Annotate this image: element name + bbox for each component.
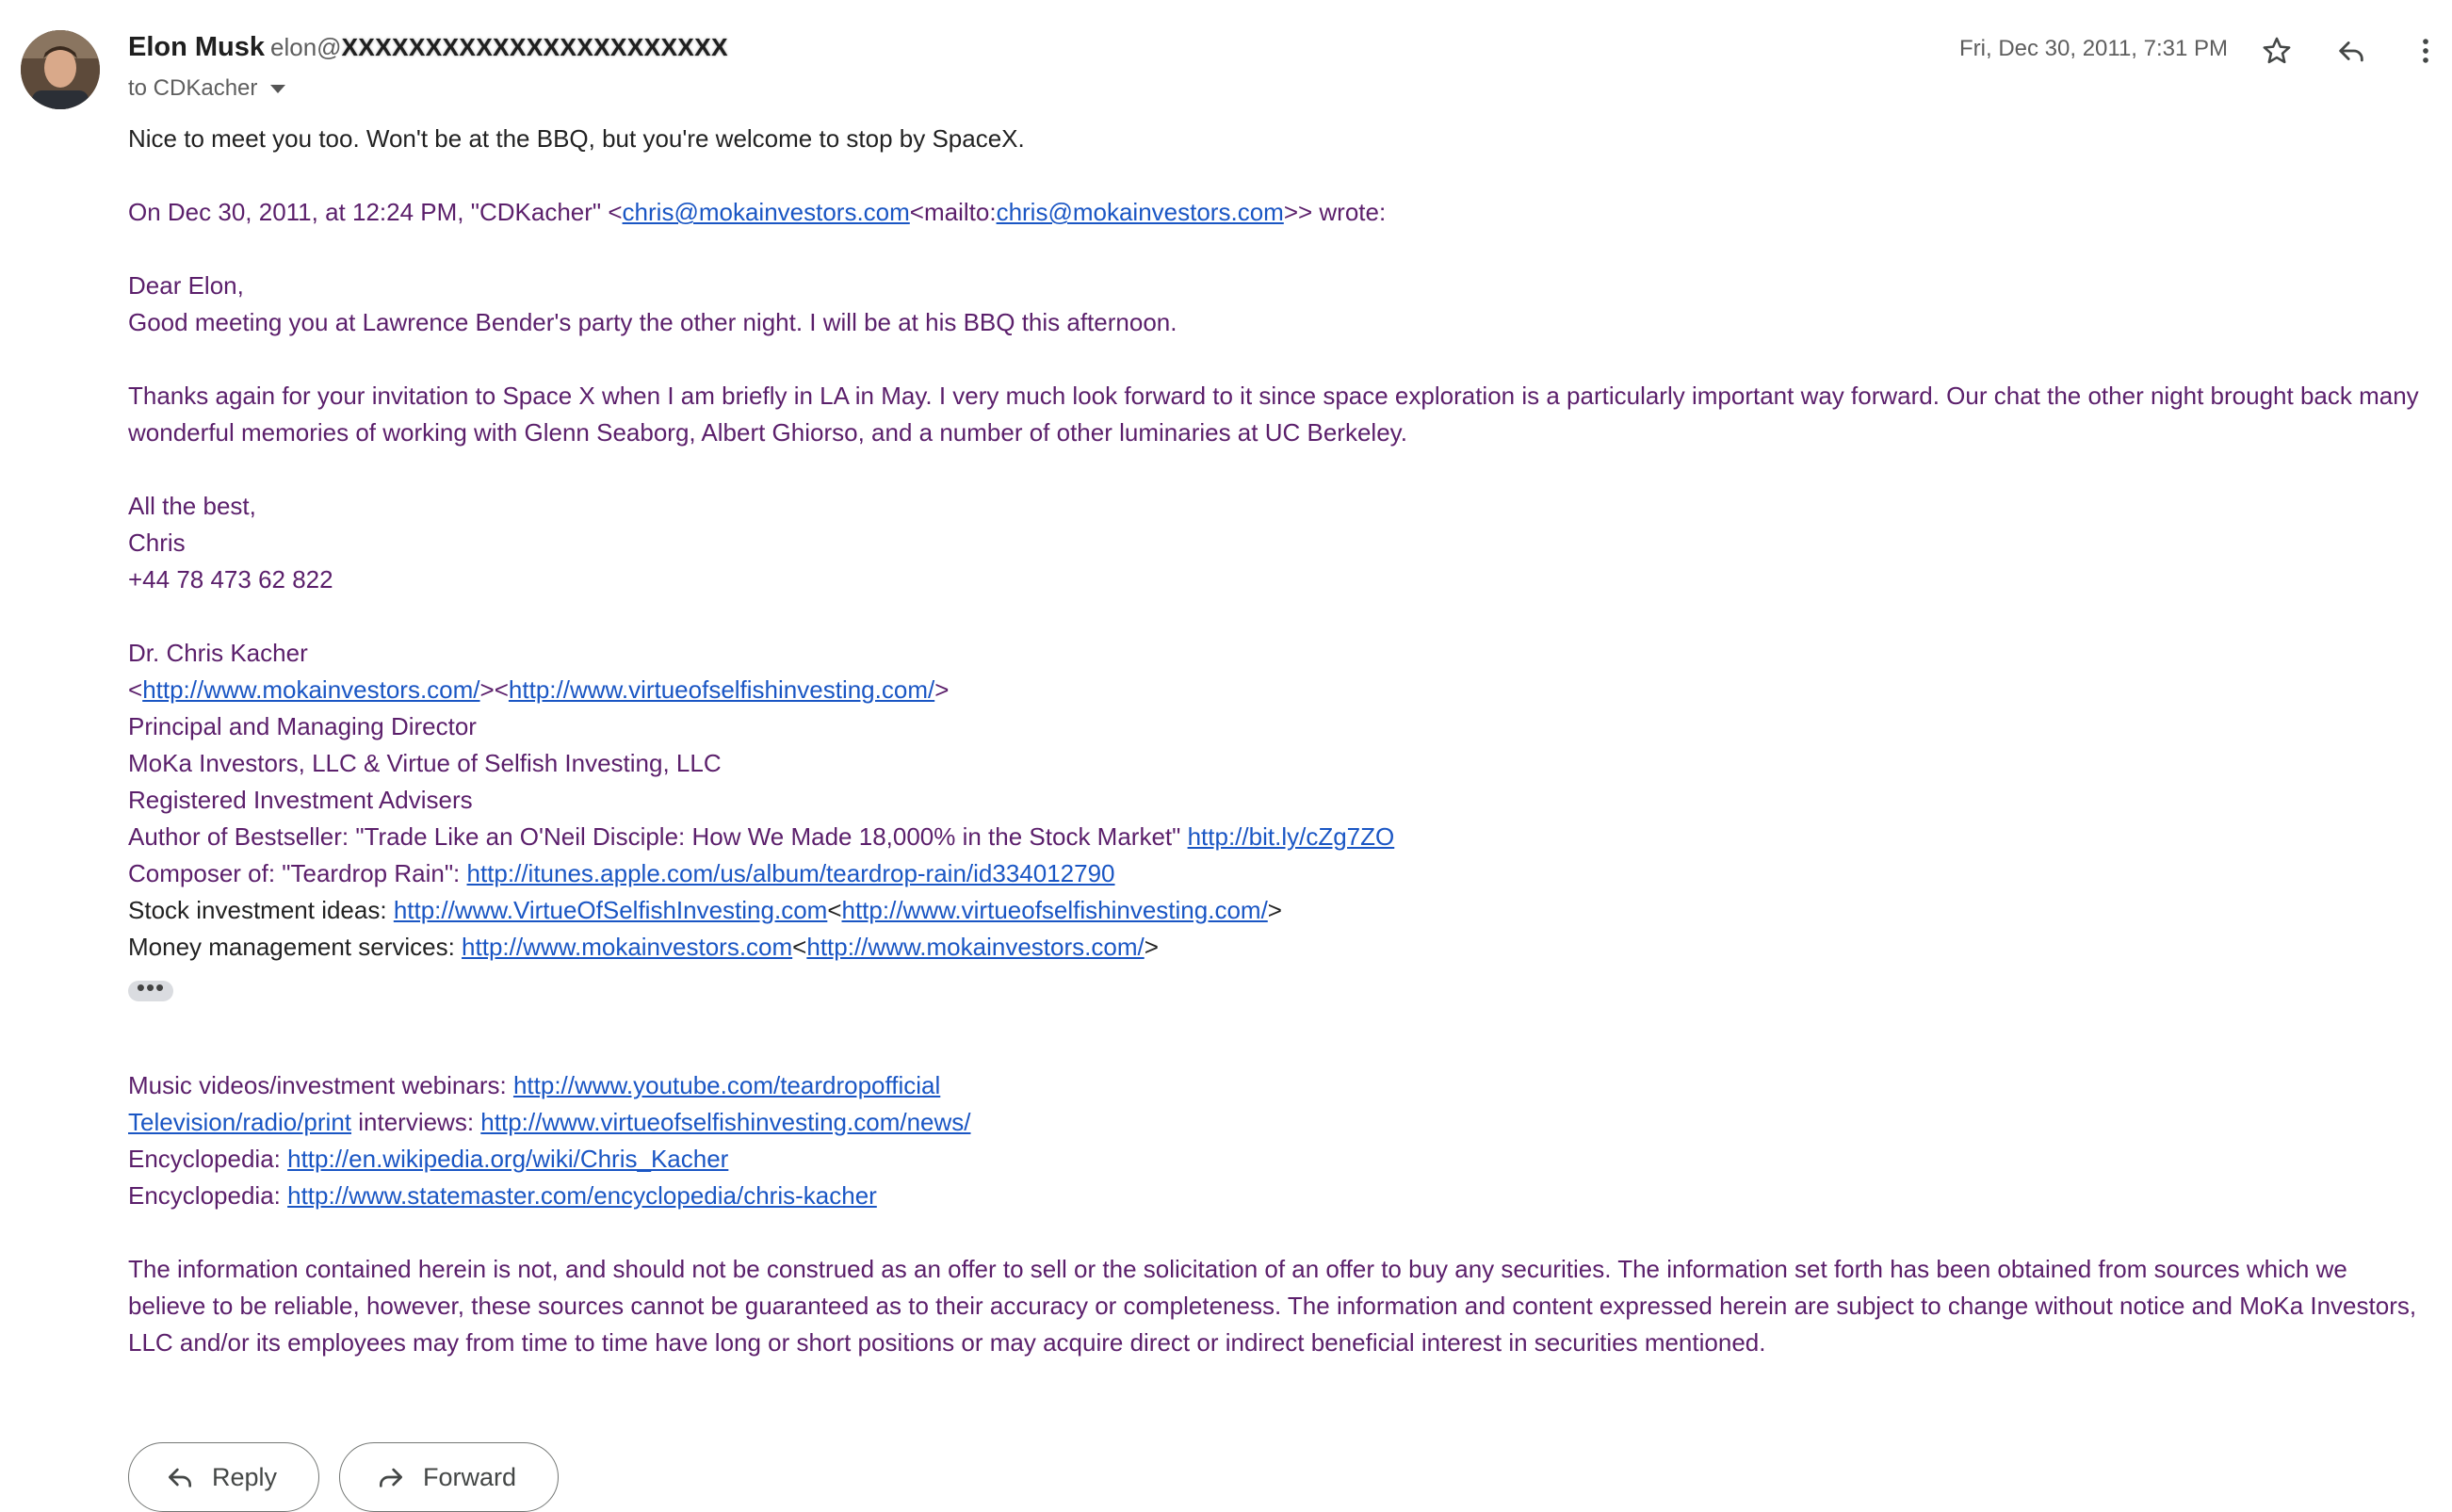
disclaimer: The information contained herein is not, and should not be construed as an offer to sell or the solicitation of an offer to buy any securities. The information set forth has been obtained from sources which we believe to be reliable, however, these sources cannot be guaranteed as to their accuracy or completeness. The information and content expressed herein are subject to change without notice and MoKa Investors, LLC and/or its employees may from time to time have long or short positions or may acquire direct or indirect beneficial interest in securities mentioned.	[128, 1255, 2417, 1357]
encyclopedia-text: Encyclopedia:	[128, 1145, 288, 1173]
greeting: Dear Elon,	[128, 271, 244, 300]
money-mgmt-text: Money management services:	[128, 933, 463, 961]
money-mgmt-line	[128, 929, 2427, 966]
forward-button-label: Forward	[423, 1462, 517, 1491]
signature-title: Principal and Managing Director	[128, 712, 477, 740]
encyclopedia-line	[128, 1141, 2427, 1178]
bracket: <	[792, 933, 807, 961]
encyclopedia-line	[128, 1178, 2427, 1214]
more-vert-icon[interactable]	[2405, 30, 2446, 72]
composer-text: Composer of: "Teardrop Rain":	[128, 859, 467, 887]
website-link[interactable]: http://www.mokainvestors.com	[462, 933, 793, 961]
message-date: Fri, Dec 30, 2011, 7:31 PM	[1959, 36, 2229, 61]
sender-email	[270, 33, 728, 61]
stock-ideas-text: Stock investment ideas:	[128, 896, 394, 924]
news-link[interactable]: http://www.virtueofselfishinvesting.com/news/	[480, 1108, 971, 1136]
signoff: All the best,	[128, 492, 256, 520]
music-line	[128, 1067, 2427, 1104]
reply-button[interactable]	[128, 1442, 319, 1512]
phone-number: +44 78 473 62 822	[128, 565, 333, 593]
bracket: >	[934, 675, 950, 704]
bracket: >	[1267, 896, 1282, 924]
bracket: >	[1144, 933, 1159, 961]
itunes-link[interactable]: http://itunes.apple.com/us/album/teardrop-rain/id334012790	[466, 859, 1115, 887]
author-line	[128, 819, 2427, 855]
sender-line	[128, 32, 728, 63]
signature-first-name: Chris	[128, 528, 186, 557]
recipient-line[interactable]	[128, 75, 285, 102]
wikipedia-link[interactable]: http://en.wikipedia.org/wiki/Chris_Kacher	[287, 1145, 729, 1173]
music-text: Music videos/investment webinars:	[128, 1071, 513, 1099]
chevron-down-icon[interactable]	[270, 85, 285, 93]
star-icon[interactable]	[2256, 30, 2298, 72]
sender-name[interactable]: Elon Musk	[128, 32, 266, 62]
email-link[interactable]: chris@mokainvestors.com	[622, 198, 910, 226]
signature-links	[128, 672, 2427, 708]
signature-name: Dr. Chris Kacher	[128, 639, 308, 667]
website-link[interactable]: http://www.mokainvestors.com/	[142, 675, 480, 704]
encyclopedia-text: Encyclopedia:	[128, 1181, 288, 1210]
bracket: ><	[479, 675, 509, 704]
quote-intro-prefix: On Dec 30, 2011, at 12:24 PM, "CDKacher" <	[128, 198, 623, 226]
reply-button-label: Reply	[212, 1462, 278, 1491]
statemaster-link[interactable]: http://www.statemaster.com/encyclopedia/chris-kacher	[287, 1181, 877, 1210]
quote-intro-suffix: >> wrote:	[1283, 198, 1387, 226]
avatar-photo	[21, 30, 100, 109]
website-link[interactable]: http://www.virtueofselfishinvesting.com/	[841, 896, 1268, 924]
book-link[interactable]: http://bit.ly/cZg7ZO	[1187, 822, 1395, 851]
reply-icon[interactable]	[2330, 30, 2372, 72]
tv-radio-print-link[interactable]: Television/radio/print	[128, 1108, 352, 1136]
website-link[interactable]: http://www.VirtueOfSelfishInvesting.com	[393, 896, 828, 924]
forward-icon	[376, 1462, 406, 1492]
mailto-link[interactable]: chris@mokainvestors.com	[996, 198, 1284, 226]
message-body	[128, 121, 2427, 1361]
paragraph: Thanks again for your invitation to Space X when I am briefly in LA in May. I very much look forward to it since space exploration is a particularly important way forward. Our chat the other night brought back many wonderful memories of working with Glenn Seaborg, Albert Ghiorso, and a number of other luminaries at UC Berkeley.	[128, 382, 2419, 447]
quote-intro-mid: <mailto:	[909, 198, 997, 226]
youtube-link[interactable]: http://www.youtube.com/teardropofficial	[512, 1071, 941, 1099]
interviews-line	[128, 1104, 2427, 1141]
composer-line	[128, 855, 2427, 892]
author-text: Author of Bestseller: "Trade Like an O'Neil Disciple: How We Made 18,000% in the Stock Market"	[128, 822, 1188, 851]
show-trimmed-content-button[interactable]: •••	[128, 981, 173, 1001]
website-link[interactable]: http://www.virtueofselfishinvesting.com/	[508, 675, 935, 704]
bracket: <	[128, 675, 143, 704]
stock-ideas-line	[128, 892, 2427, 929]
reply-text: Nice to meet you too. Won't be at the BBQ, but you're welcome to stop by SpaceX.	[128, 124, 1025, 153]
signature-company: MoKa Investors, LLC & Virtue of Selfish Investing, LLC	[128, 749, 722, 777]
quote-intro	[128, 194, 2427, 231]
reply-icon	[165, 1462, 195, 1492]
recipient-label: to CDKacher	[128, 75, 258, 101]
sender-email-redacted: XXXXXXXXXXXXXXXXXXXXXXX	[341, 33, 728, 61]
sender-avatar[interactable]	[21, 30, 100, 109]
paragraph: Good meeting you at Lawrence Bender's party the other night. I will be at his BBQ this afternoon.	[128, 308, 1177, 336]
interviews-text: interviews:	[351, 1108, 481, 1136]
sender-email-prefix: elon@	[270, 33, 342, 61]
bracket: <	[827, 896, 842, 924]
forward-button[interactable]	[339, 1442, 559, 1512]
signature-advisers: Registered Investment Advisers	[128, 786, 473, 814]
website-link[interactable]: http://www.mokainvestors.com/	[806, 933, 1145, 961]
